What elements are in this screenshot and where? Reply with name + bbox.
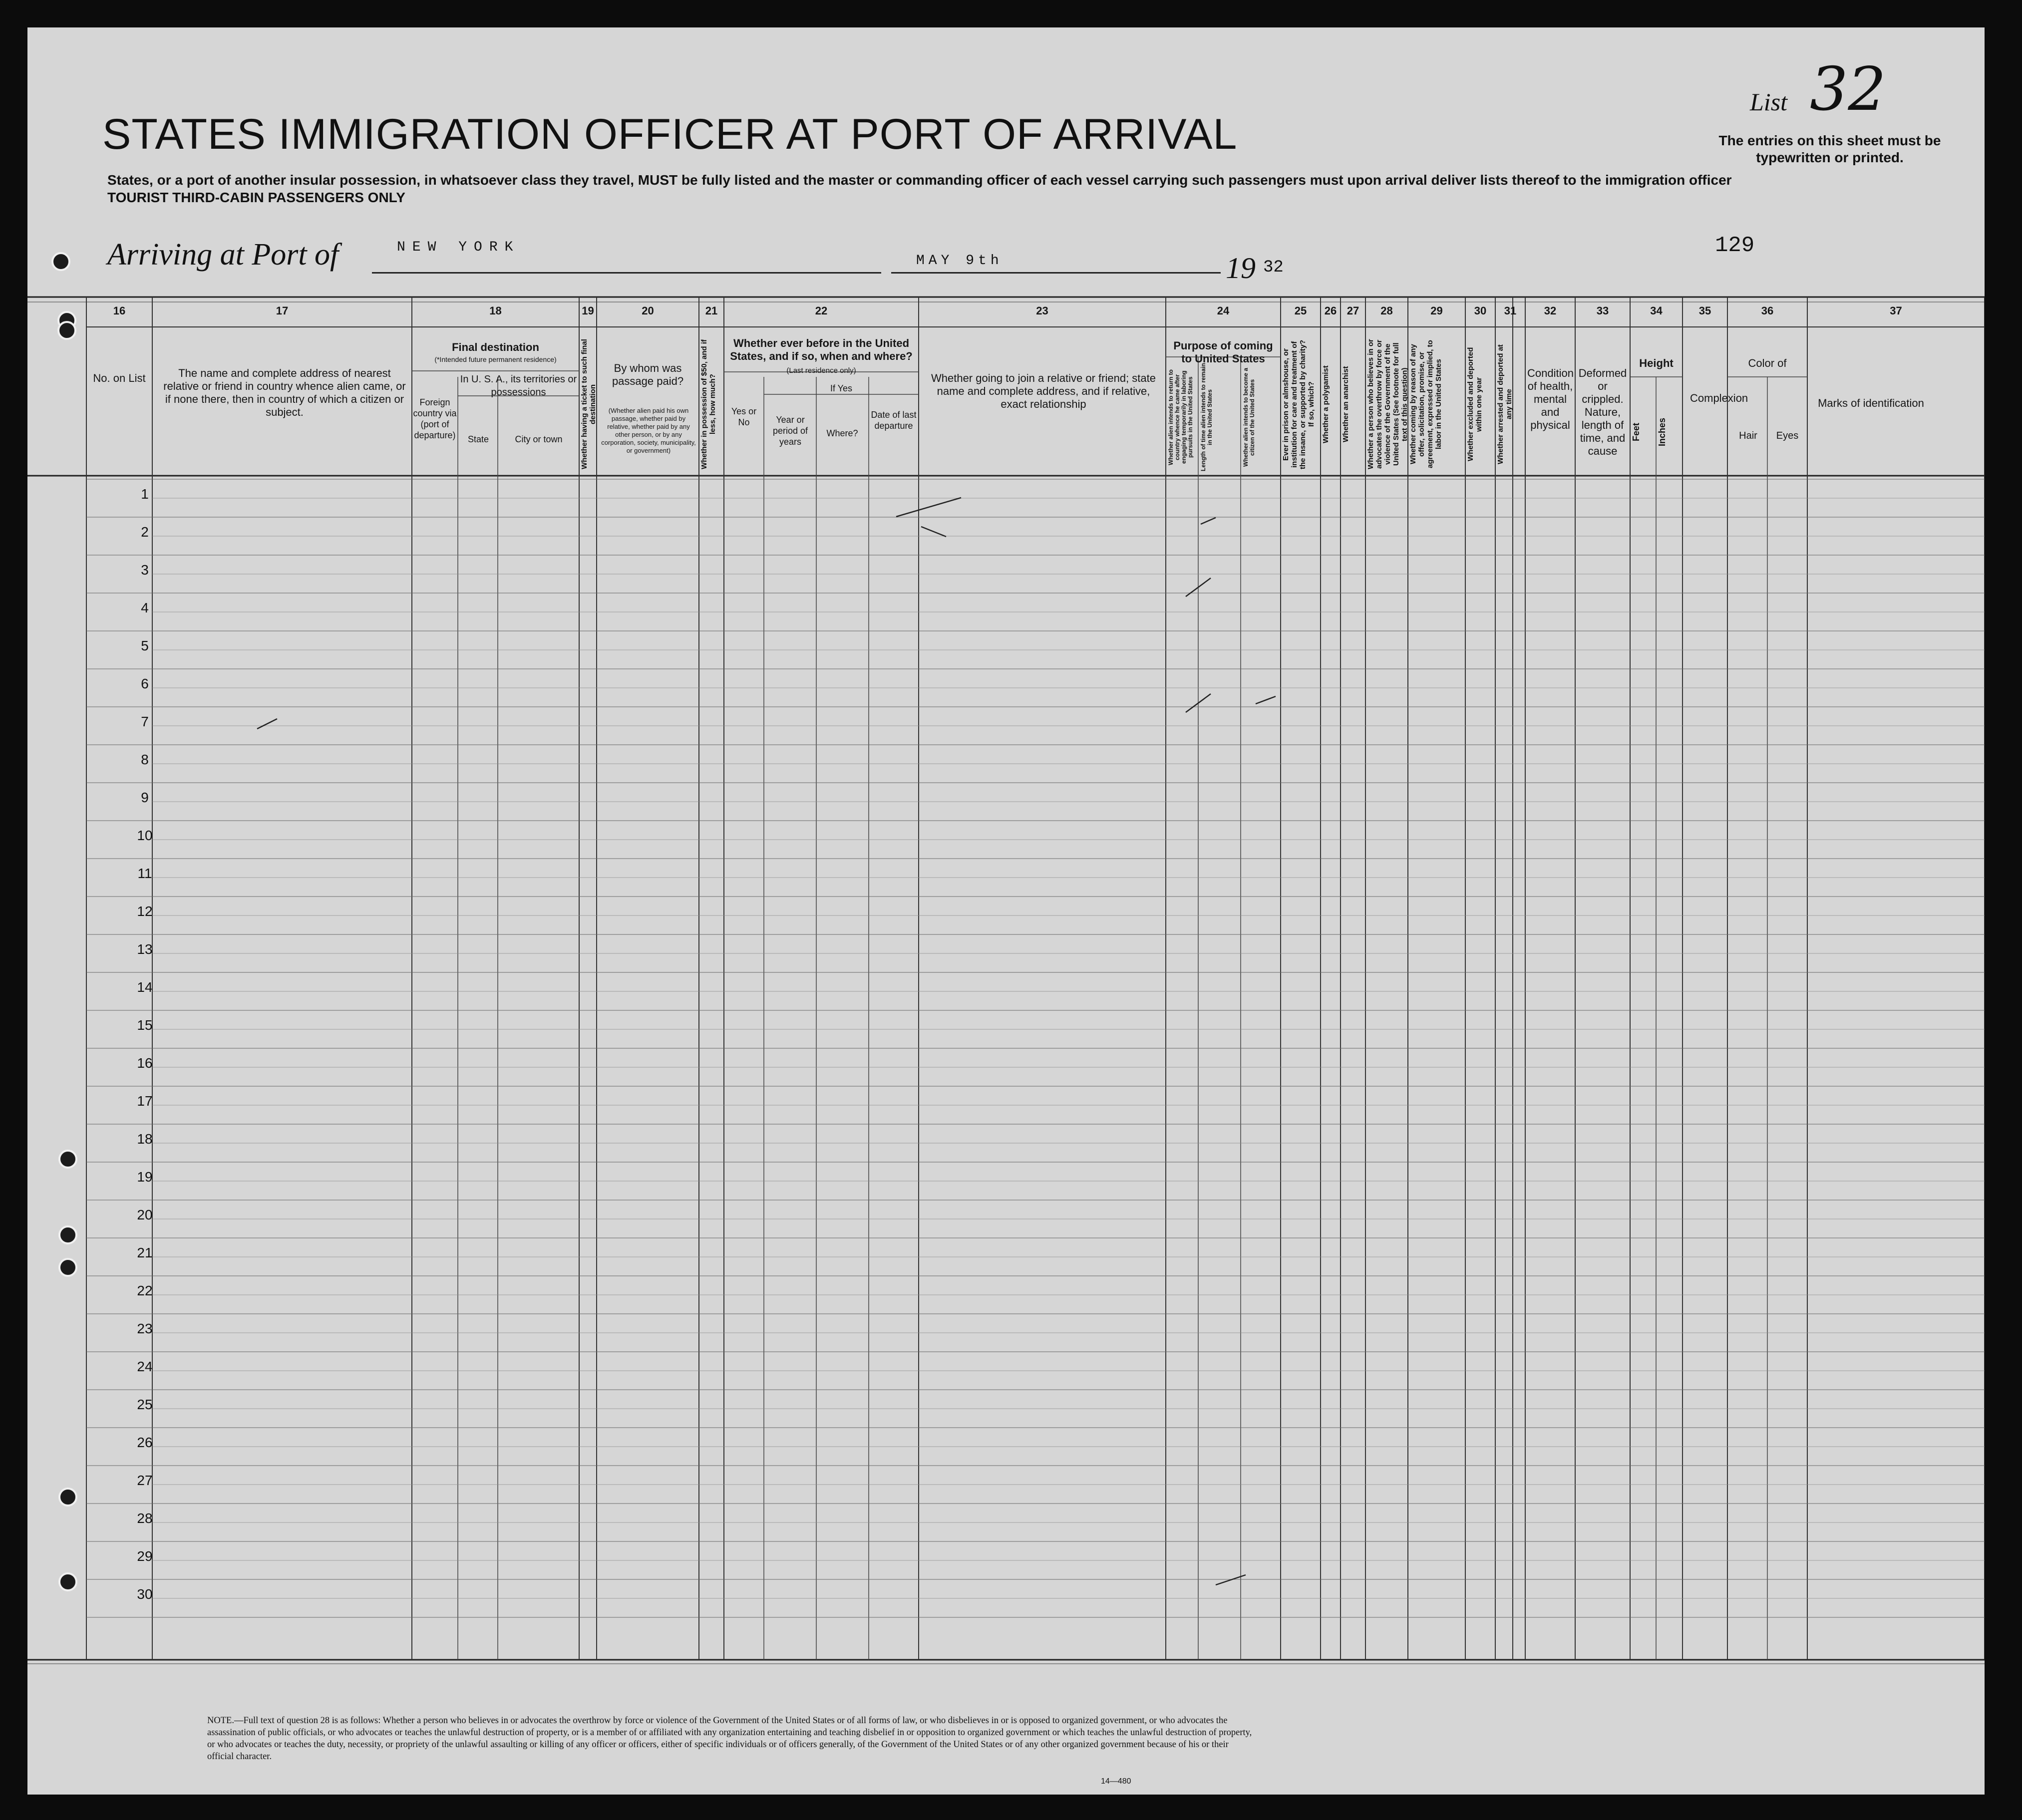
row-number: 24 [137, 1359, 153, 1374]
row-number: 27 [137, 1473, 153, 1488]
column-header-text: Whether arrested and deported at any time [1496, 344, 1513, 465]
sheet-number: 129 [1715, 233, 1755, 258]
punch-hole [58, 1150, 77, 1169]
column-header-text: Whether a person who believes in or advocates the overthrow by force or violence of the Government of the United States (See footnote for full text of this question) [1366, 339, 1409, 470]
column-number: 23 [1036, 304, 1048, 317]
row-number: 17 [137, 1093, 153, 1109]
column-subheader: Yes or No [731, 406, 757, 427]
column-header-text: Whether an anarchist [1342, 366, 1350, 443]
row-number: 1 [141, 486, 149, 502]
typewritten-note: The entries on this sheet must be typewritten or printed. [1718, 133, 1941, 165]
pen-stroke [896, 498, 961, 517]
pen-stroke [921, 527, 946, 537]
column-number: 35 [1698, 304, 1711, 317]
column-subheader: Whether alien intends to become a citizen of the United States [1242, 367, 1256, 467]
row-number: 11 [137, 866, 152, 881]
column-subheader: Inches [1657, 417, 1667, 446]
column-number: 36 [1761, 304, 1774, 317]
column-number: 17 [276, 304, 289, 317]
row-number: 7 [141, 714, 149, 729]
column-number: 25 [1294, 304, 1307, 317]
column-header-text: Marks of identification [1818, 397, 1924, 409]
form-reference: 14—480 [1101, 1777, 1131, 1786]
column-number: 18 [489, 304, 502, 317]
header-instructions: States, or a port of another insular possession, in whatsoever class they travel, MUST be fully listed and the master or commanding officer of each vessel carrying such passengers must upon arrival deliver lists thereof to the immigration officer [107, 172, 1732, 188]
column-subheader: Feet [1631, 422, 1641, 441]
row-number: 25 [137, 1397, 153, 1412]
row-number: 2 [141, 524, 149, 540]
column-header-text: The name and complete address of nearest relative or friend in country whence alien came, or if none there, then in country of which a citizen or subject. [163, 367, 406, 418]
punch-hole [58, 1572, 77, 1591]
column-number: 16 [113, 304, 126, 317]
row-number: 4 [141, 600, 149, 615]
column-header-text: Whether coming by reason of any offer, solicitation, promise, or agreement, expressed or implied, to labor in the United States [1409, 340, 1443, 469]
manifest-sheet [27, 27, 1985, 1795]
column-number: 32 [1544, 304, 1557, 317]
column-header-text: Deformed or crippled. Nature, length of time, and cause [1578, 367, 1627, 457]
column-number: 33 [1596, 304, 1609, 317]
list-number: 32 [1810, 55, 1886, 124]
row-number: 16 [137, 1055, 153, 1071]
row-number: 29 [137, 1548, 153, 1564]
column-subheader: Foreign country via (port of departure) [413, 397, 457, 440]
column-subheader: Length of time alien intends to remain in the United States [1200, 363, 1213, 472]
port-value: NEW YORK [397, 240, 520, 255]
column-subheader: Where? [826, 428, 858, 438]
column-subheader: Year or period of years [772, 415, 808, 447]
punch-hole [58, 1258, 77, 1277]
column-number: 27 [1347, 304, 1359, 317]
row-number: 19 [137, 1169, 153, 1185]
row-number: 20 [137, 1207, 153, 1222]
date-value: MAY 9th [916, 253, 1003, 269]
punch-hole [58, 1488, 77, 1507]
passenger-class: TOURIST THIRD-CABIN PASSENGERS ONLY [107, 190, 405, 205]
row-number: 14 [137, 979, 153, 995]
column-header-text: Final destination [452, 341, 539, 353]
column-number: 30 [1474, 304, 1487, 317]
row-number: 28 [137, 1511, 153, 1526]
footnote: NOTE.—Full text of question 28 is as follows: Whether a person who believes in or advocates the overthrow by force or violence of the Government of the United States or of all forms of law, or who disbelieves in or is opposed to organized government, or who advocates the assassination of public officials, or who advocates or teaches the unlawful destruction of property, or is a member of or affiliated with any organization entertaining and teaching disbelief in or opposition to organized government or which teaches the unlawful destruction of property, or who advocates or teaches the duty, necessity, or propriety of the unlawful assaulting or killing of any officer or officers, either of specific individuals or of officers generally, of the Government of the United States or of any other organized government because of his or their official character. [207, 1716, 1252, 1762]
column-header-text: Whether going to join a relative or friend; state name and complete address, and if relative, exact relationship [931, 372, 1156, 410]
column-header-text: Height [1639, 357, 1674, 369]
column-header-text: No. on List [93, 372, 146, 384]
row-number: 21 [137, 1245, 153, 1260]
column-subheader: State [467, 434, 489, 444]
column-subheader: In U. S. A., its territories or possessions [460, 374, 577, 398]
row-number: 26 [137, 1435, 153, 1450]
column-subheader: (Last residence only) [786, 366, 856, 375]
column-subheader: Hair [1739, 430, 1757, 441]
column-number: 28 [1380, 304, 1393, 317]
column-number: 29 [1430, 304, 1443, 317]
column-number: 26 [1324, 304, 1337, 317]
row-number: 9 [141, 790, 149, 805]
page-title: STATES IMMIGRATION OFFICER AT PORT OF ARRIVAL [102, 110, 1238, 158]
row-number: 13 [137, 941, 153, 957]
column-header-text: Whether a polygamist [1322, 365, 1330, 443]
row-number: 8 [141, 752, 149, 767]
column-subheader: Eyes [1776, 430, 1799, 441]
column-number: 20 [642, 304, 654, 317]
row-number: 3 [141, 562, 149, 578]
column-header-text: Color of [1748, 357, 1787, 369]
column-header-text: Whether having a ticket to such final destination [580, 339, 597, 470]
row-number: 22 [137, 1283, 153, 1298]
punch-hole [51, 252, 70, 271]
punch-hole [58, 1225, 77, 1244]
row-number: 18 [137, 1131, 153, 1147]
column-number: 37 [1890, 304, 1902, 317]
punch-hole [57, 321, 76, 340]
list-label: List [1750, 88, 1788, 116]
column-number: 34 [1650, 304, 1663, 317]
row-number: 23 [137, 1321, 153, 1336]
column-number: 22 [815, 304, 828, 317]
column-header-text: Ever in prison or almshouse, or institution for care and treatment of the insane, or supported by charity? If so, which? [1282, 339, 1316, 469]
row-number: 5 [141, 638, 149, 653]
column-subheader: If Yes [830, 383, 853, 393]
pen-stroke [1201, 518, 1216, 524]
column-subheader: (Whether alien paid his own passage, whether paid by relative, whether paid by any other person, or by any corporation, society, municipality, or government) [601, 407, 696, 454]
year-prefix: 19 [1226, 252, 1256, 285]
column-header-text: By whom was passage paid? [612, 362, 684, 387]
column-number: 31 [1504, 304, 1517, 317]
pen-stroke [257, 719, 277, 729]
column-header-text: Condition of health, mental and physical [1527, 367, 1574, 431]
row-number: 10 [137, 828, 153, 843]
year-suffix: 32 [1263, 258, 1284, 277]
column-number: 21 [705, 304, 718, 317]
row-number: 30 [137, 1586, 153, 1602]
column-header-text: Purpose of coming to United States [1173, 339, 1273, 365]
column-header-text: Whether ever before in the United States, and if so, when and where? [730, 337, 913, 362]
column-number: 24 [1217, 304, 1230, 317]
column-number: 19 [582, 304, 594, 317]
column-header-text: Whether excluded and deported within one year [1466, 347, 1483, 462]
pen-stroke [1256, 696, 1276, 704]
row-number: 12 [137, 904, 153, 919]
form-grid [27, 27, 1985, 1795]
column-subheader: Whether alien intends to return to country whence he came after engaging temporarily in laboring pursuits in the United States [1167, 369, 1194, 466]
pen-stroke [1216, 1575, 1246, 1585]
column-header-text: Whether in possession of $50, and if less, how much? [700, 339, 717, 470]
row-number: 15 [137, 1017, 153, 1033]
column-subheader: City or town [515, 434, 563, 444]
row-number: 6 [141, 676, 149, 691]
column-header-text: Complexion [1690, 392, 1748, 404]
arriving-label: Arriving at Port of [107, 238, 339, 272]
column-subheader: (*Intended future permanent residence) [434, 355, 557, 363]
column-subheader: Date of last departure [871, 410, 917, 431]
